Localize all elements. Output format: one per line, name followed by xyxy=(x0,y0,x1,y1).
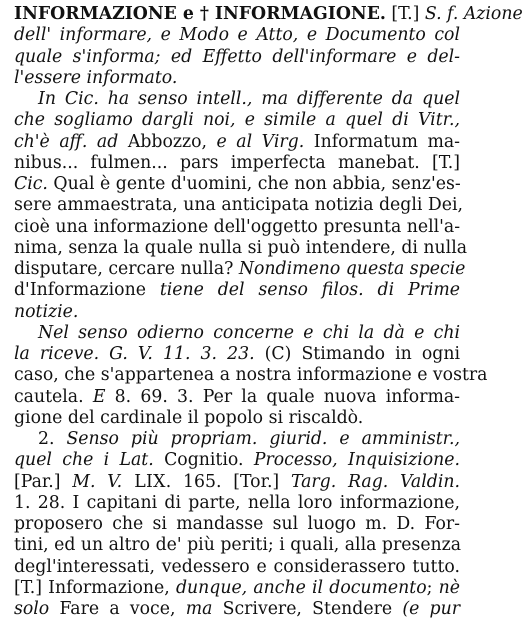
text-segment: degl'interessati, vedessero e considerassero tutto. xyxy=(14,556,460,577)
text-segment: d' xyxy=(14,280,30,301)
text-segment: nè xyxy=(438,577,460,598)
text-segment: (C) Stimando in ogni xyxy=(254,344,460,364)
text-segment: E xyxy=(92,386,106,407)
text-segment: ma xyxy=(185,599,213,619)
text-segment: solo xyxy=(14,599,50,619)
text-segment: caso, che s'appartenea a nostra informazione e vostra xyxy=(14,365,488,386)
text-segment: proposero che si mandasse sul luogo m. D. For- xyxy=(14,514,460,534)
text-segment: M. V. xyxy=(72,471,123,492)
text-segment: tiene del senso filos. di Prime xyxy=(159,280,461,301)
text-segment: INFORMAZIONE e † INFORMAGIONE. xyxy=(14,4,386,24)
text-segment: nibus... fulmen... pars imperfecta manebat. [T.] xyxy=(14,152,460,173)
text-segment: LIX xyxy=(122,471,166,492)
text-segment: cioè una informazione dell'oggetto presunta nell'a- xyxy=(14,216,461,237)
text-segment: ; xyxy=(426,577,439,598)
text-segment: Scrivere, Stendere xyxy=(212,599,403,619)
text-segment: dell' informare, e Modo e Atto, e Documento col xyxy=(14,25,460,46)
text-segment: e al Virg. xyxy=(216,131,305,152)
text-segment: l'essere informato. xyxy=(14,67,178,88)
text-segment: che sogliamo dargli noi, e simile a quel di Vitr., xyxy=(14,110,460,131)
text-segment: nima, senza la quale nulla si può intendere, di nulla xyxy=(14,237,468,258)
text-segment: 2. xyxy=(38,429,67,449)
text-line xyxy=(14,597,460,621)
text-segment: (e pur xyxy=(402,599,460,619)
text-segment: 1. 28. I capitani di parte, nella loro informazione, xyxy=(14,492,460,513)
text-segment: tini, ed un altro de' più periti; i quali, alla presenza xyxy=(14,535,462,556)
text-segment: quale s'informa; ed Effetto dell'informare e del- xyxy=(14,46,460,67)
text-segment: [T.] xyxy=(385,4,425,24)
text-segment: Abbozzo, xyxy=(118,131,217,152)
text-segment: disputare, cercare nulla? xyxy=(14,259,239,279)
text-segment: cautela. xyxy=(14,386,93,407)
text-segment: Cognitio. xyxy=(153,450,254,471)
text-segment: Informatum ma- xyxy=(304,131,460,152)
text-segment: quel che i Lat. xyxy=(14,450,154,471)
text-segment: la riceve. G. V. 11. 3. 23. xyxy=(14,344,255,364)
text-segment: Senso più propriam. giurid. e amministr., xyxy=(66,429,461,449)
text-segment: notizie. xyxy=(14,301,79,322)
text-segment: Targ. Rag. Valdin. xyxy=(290,471,460,492)
text-segment: ch'è aff. ad xyxy=(14,131,119,152)
text-segment: Informazione xyxy=(29,280,160,301)
text-segment: Processo, Inquisizione. xyxy=(253,450,460,471)
text-segment: Nondimeno questa specie xyxy=(238,259,466,279)
text-segment: dunque, anche il documento xyxy=(175,577,427,598)
text-segment: [T.] Informazione, xyxy=(14,577,176,598)
text-segment: [Par.] xyxy=(14,471,73,492)
text-segment: Qual è gente d'uomini, che non abbia, senz'es- xyxy=(47,174,461,194)
text-segment: In Cic. ha senso intell., ma differente da quel xyxy=(38,89,460,109)
text-segment: Fare a voce, xyxy=(49,599,186,619)
text-segment: Nel senso odierno concerne e chi la dà e chi xyxy=(38,322,460,343)
text-segment: . 165. [Tor.] xyxy=(165,471,291,492)
text-segment: 8. 69. 3. Per la quale nuova informa- xyxy=(105,386,460,407)
text-segment: S. f. Azione xyxy=(424,4,523,24)
text-segment: Cic. xyxy=(14,174,48,194)
text-segment: gione del cardinale il popolo si riscaldò. xyxy=(14,407,364,428)
text-segment: sere ammaestrata, una anticipata notizia degli Dei, xyxy=(14,195,464,216)
